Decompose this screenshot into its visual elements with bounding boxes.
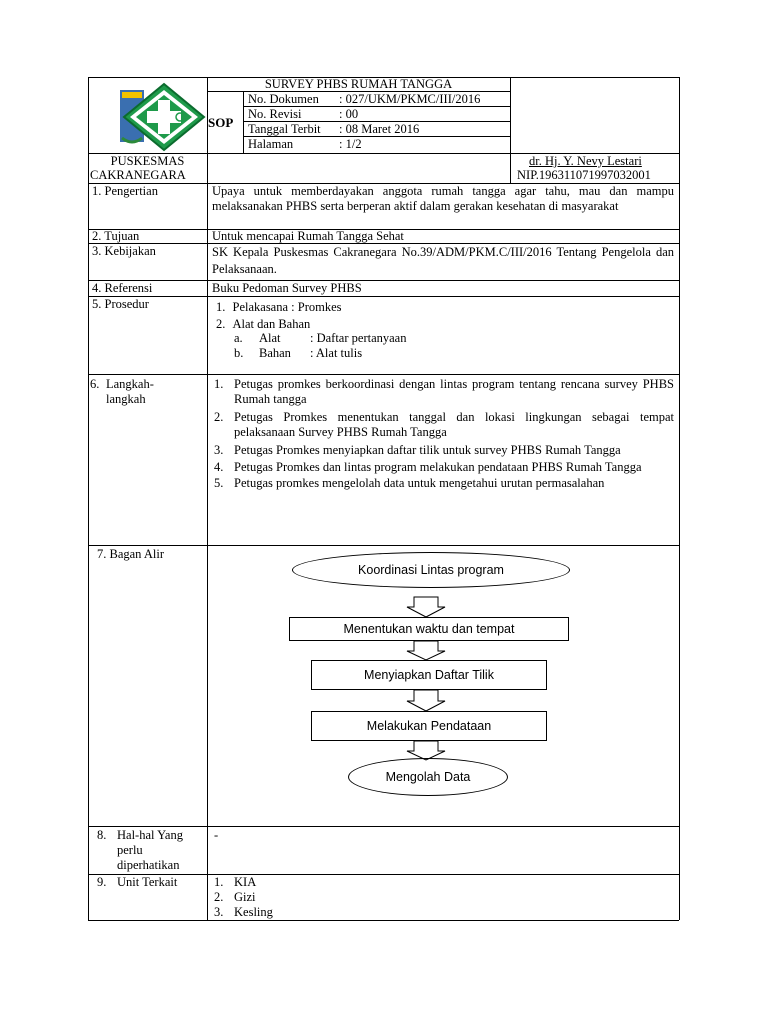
flow-step-menyiapkan: Menyiapkan Daftar Tilik xyxy=(311,660,547,690)
text-tujuan: Untuk mencapai Rumah Tangga Sehat xyxy=(212,229,404,243)
item-number: 4. xyxy=(214,460,224,474)
list-item xyxy=(214,377,674,407)
item-text: Alat dan Bahan xyxy=(232,317,311,331)
item-number: 2. xyxy=(214,890,224,904)
item-number: 2. xyxy=(216,317,226,331)
prosedur-item-2 xyxy=(216,317,310,332)
list-item xyxy=(214,410,674,440)
flow-arrow-1 xyxy=(406,596,446,618)
sub-letter: a. xyxy=(234,331,243,345)
signer-name: dr. Hj. Y. Nevy Lestari xyxy=(529,154,642,168)
label-bagan-alir: 7. Bagan Alir xyxy=(97,547,165,561)
item-text: Petugas promkes berkoordinasi dengan lintas program tentang rencana survey PHBS Rumah tangga xyxy=(234,377,674,406)
item-number: 1. xyxy=(214,875,224,889)
flow-step-koordinasi: Koordinasi Lintas program xyxy=(292,552,570,588)
item-number: 1. xyxy=(214,377,224,391)
item-text: Gizi xyxy=(234,890,256,904)
field-no-revisi xyxy=(246,107,496,122)
label-pengertian: 1. Pengertian xyxy=(92,184,158,198)
field-halaman xyxy=(246,137,496,152)
item-text: Petugas Promkes menentukan tanggal dan lokasi lingkungan sebagai tempat pelaksanaan Survey PHBS Rumah Tangga xyxy=(234,410,674,439)
item-text: Kesling xyxy=(234,905,273,919)
list-item xyxy=(214,460,674,475)
label-hal-line2: perlu xyxy=(117,843,143,857)
label-referensi: 4. Referensi xyxy=(92,281,153,295)
flow-step-pendataan: Melakukan Pendataan xyxy=(311,711,547,741)
flow-arrow-3 xyxy=(406,690,446,712)
flow-arrow-2 xyxy=(406,641,446,661)
field-value: : 08 Maret 2016 xyxy=(339,122,420,136)
field-value: : 1/2 xyxy=(339,137,362,151)
sub-value: : Alat tulis xyxy=(310,346,363,360)
item-number: 1. xyxy=(216,300,226,314)
list-item xyxy=(214,890,414,905)
item-text: Petugas Promkes menyiapkan daftar tilik untuk survey PHBS Rumah Tangga xyxy=(234,443,621,457)
label-kebijakan: 3. Kebijakan xyxy=(92,244,156,258)
org-name-line2: CAKRANEGARA xyxy=(90,168,186,182)
sub-letter: b. xyxy=(234,346,244,360)
puskesmas-logo xyxy=(118,82,208,152)
list-item xyxy=(214,476,674,491)
sub-value: : Daftar pertanyaan xyxy=(310,331,407,345)
prosedur-item-1 xyxy=(216,300,342,315)
label-tujuan: 2. Tujuan xyxy=(92,229,140,243)
field-value: : 00 xyxy=(339,107,359,121)
label-unit: Unit Terkait xyxy=(117,875,178,889)
item-text: KIA xyxy=(234,875,257,889)
item-number: 3. xyxy=(214,905,224,919)
field-value: : 027/UKM/PKMC/III/2016 xyxy=(339,92,481,106)
label-langkah-num: 6. xyxy=(90,377,100,391)
logo-graphic xyxy=(118,82,208,152)
text-kebijakan: SK Kepala Puskesmas Cakranegara No.39/ADM/PKM.C/III/2016 Tentang Pengelola dan Pelaksanaan. xyxy=(212,245,674,276)
label-hal-num: 8. xyxy=(97,828,107,842)
document-title: SURVEY PHBS RUMAH TANGGA xyxy=(264,77,453,91)
item-number: 2. xyxy=(214,410,224,424)
signer-nip: NIP.196311071997032001 xyxy=(517,168,651,182)
item-text: Pelakasana : Promkes xyxy=(232,300,342,314)
text-referensi: Buku Pedoman Survey PHBS xyxy=(212,281,362,295)
flow-step-mengolah: Mengolah Data xyxy=(348,758,508,796)
unit-list xyxy=(214,875,414,920)
flow-step-menentukan: Menentukan waktu dan tempat xyxy=(289,617,569,641)
label-prosedur: 5. Prosedur xyxy=(92,297,149,311)
field-label: No. Revisi xyxy=(248,107,302,121)
field-label: Tanggal Terbit xyxy=(248,122,321,136)
field-label: No. Dokumen xyxy=(248,92,319,106)
item-number: 5. xyxy=(214,476,224,490)
sub-name: Bahan xyxy=(259,346,291,360)
list-item xyxy=(214,443,674,458)
prosedur-sub-a xyxy=(234,331,407,346)
org-name-line1: PUSKESMAS xyxy=(110,154,185,168)
label-langkah-line1: Langkah- xyxy=(106,377,154,391)
label-langkah-line2: langkah xyxy=(106,392,146,406)
field-tanggal-terbit xyxy=(246,122,496,137)
label-unit-num: 9. xyxy=(97,875,107,889)
field-no-dokumen xyxy=(246,92,496,107)
label-hal-line1: Hal-hal Yang xyxy=(117,828,183,842)
sub-name: Alat xyxy=(259,331,281,345)
sop-label: SOP xyxy=(208,115,234,130)
langkah-list xyxy=(214,377,674,491)
prosedur-sub-b xyxy=(234,346,363,361)
item-text: Petugas promkes mengelolah data untuk mengetahui urutan permasalahan xyxy=(234,476,605,490)
label-hal-line3: diperhatikan xyxy=(117,858,180,872)
field-label: Halaman xyxy=(248,137,294,151)
item-number: 3. xyxy=(214,443,224,457)
list-item xyxy=(214,905,414,920)
text-hal: - xyxy=(214,828,219,842)
text-pengertian: Upaya untuk memberdayakan anggota rumah tangga agar tahu, mau dan mampu melaksanakan PHBS serta berperan aktif dalam gerakan kesehatan di masyarakat xyxy=(212,184,674,213)
item-text: Petugas Promkes dan lintas program melakukan pendataan PHBS Rumah Tangga xyxy=(234,460,642,474)
list-item xyxy=(214,875,414,890)
